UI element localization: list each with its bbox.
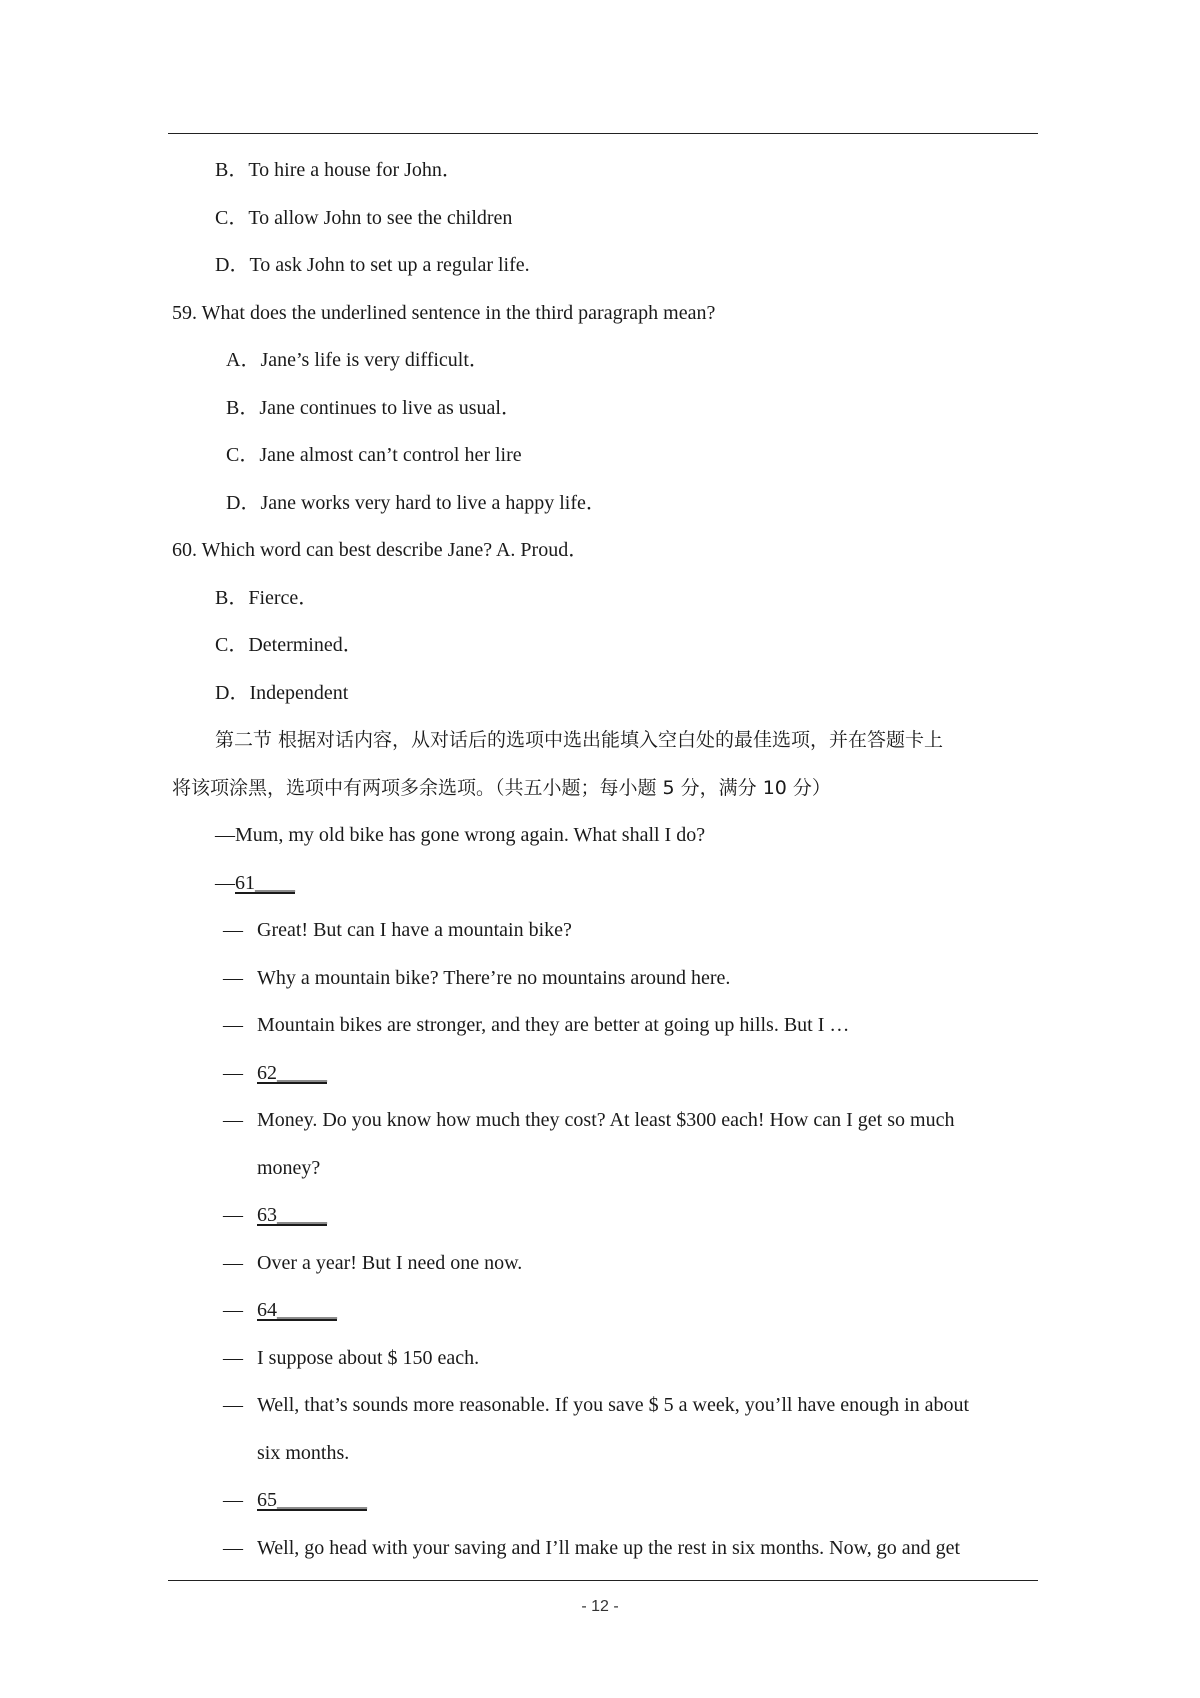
dash: — — [223, 1014, 243, 1036]
dialogue-text: Why a mountain bike? There’re no mountains around here. — [257, 967, 731, 989]
dash: — — [223, 1252, 243, 1274]
dash: — — [223, 967, 243, 989]
dialogue-blank-65 — [223, 1488, 367, 1512]
dialogue-line — [223, 1108, 954, 1132]
option-58d: D．To ask John to set up a regular life. — [215, 254, 530, 276]
dialogue-line — [223, 918, 572, 942]
dialogue-blank-64 — [223, 1298, 337, 1322]
question-59: 59. What does the underlined sentence in the third paragraph mean? — [172, 302, 716, 324]
blank-63: 63_____ — [257, 1204, 327, 1226]
blank-65: 65_________ — [257, 1489, 367, 1511]
dialogue-line — [223, 1393, 969, 1417]
dialogue-text: Well, go head with your saving and I’ll make up the rest in six months. Now, go and get — [257, 1537, 961, 1559]
dash: — — [223, 1537, 243, 1559]
footer-rule — [168, 1580, 1038, 1581]
dialogue-line-cont: six months. — [257, 1442, 350, 1464]
blank-64: 64______ — [257, 1299, 337, 1321]
option-60c: C．Determined． — [215, 634, 363, 656]
question-60: 60. Which word can best describe Jane? A. Proud． — [172, 539, 589, 561]
dash: — — [223, 1489, 243, 1511]
blank-62: 62_____ — [257, 1062, 327, 1084]
dash: — — [215, 872, 235, 894]
dialogue-text: I suppose about $ 150 each. — [257, 1347, 480, 1369]
option-59b: B．Jane continues to live as usual． — [226, 397, 521, 419]
section-instruction-cont: 将该项涂黑，选项中有两项多余选项。（共五小题；每小题 5 分，满分 10 分） — [172, 777, 831, 799]
dialogue-blank-62 — [223, 1061, 327, 1085]
dialogue-text: Money. Do you know how much they cost? At least $300 each! How can I get so much — [257, 1109, 955, 1131]
option-59a: A．Jane’s life is very difficult． — [226, 349, 489, 371]
dialogue-line — [223, 1346, 479, 1370]
dash: — — [223, 1299, 243, 1321]
dash: — — [223, 919, 243, 941]
dialogue-text: Mountain bikes are stronger, and they are better at going up hills. But I … — [257, 1014, 850, 1036]
dialogue-blank-63 — [223, 1203, 327, 1227]
dialogue-line — [223, 966, 730, 990]
option-60d: D．Independent — [215, 682, 349, 704]
dialogue-line — [223, 1536, 960, 1560]
dash: — — [223, 1109, 243, 1131]
section-instruction: 第二节 根据对话内容，从对话后的选项中选出能填入空白处的最佳选项，并在答题卡上 — [215, 729, 944, 751]
dialogue-blank-61 — [215, 871, 295, 895]
option-58c: C．To allow John to see the children — [215, 207, 513, 229]
option-60b: B．Fierce． — [215, 587, 319, 609]
option-59d: D．Jane works very hard to live a happy life． — [226, 492, 606, 514]
dialogue-line — [223, 1013, 849, 1037]
dash: — — [223, 1347, 243, 1369]
dialogue-line-cont: money? — [257, 1157, 321, 1179]
dash: — — [223, 1394, 243, 1416]
dialogue-text: Great! But can I have a mountain bike? — [257, 919, 572, 941]
dialogue-text: Well, that’s sounds more reasonable. If you save $ 5 a week, you’ll have enough in about — [257, 1394, 970, 1416]
page-number: - 12 - — [581, 1598, 619, 1615]
dialogue-text: Over a year! But I need one now. — [257, 1252, 523, 1274]
dialogue-line — [223, 1251, 522, 1275]
option-59c: C．Jane almost can’t control her lire — [226, 444, 522, 466]
dash: — — [223, 1062, 243, 1084]
header-rule — [168, 133, 1038, 134]
option-58b: B．To hire a house for John． — [215, 159, 462, 181]
blank-61: 61____ — [235, 872, 295, 894]
dash: — — [223, 1204, 243, 1226]
dialogue-line: —Mum, my old bike has gone wrong again. What shall I do? — [215, 824, 706, 846]
